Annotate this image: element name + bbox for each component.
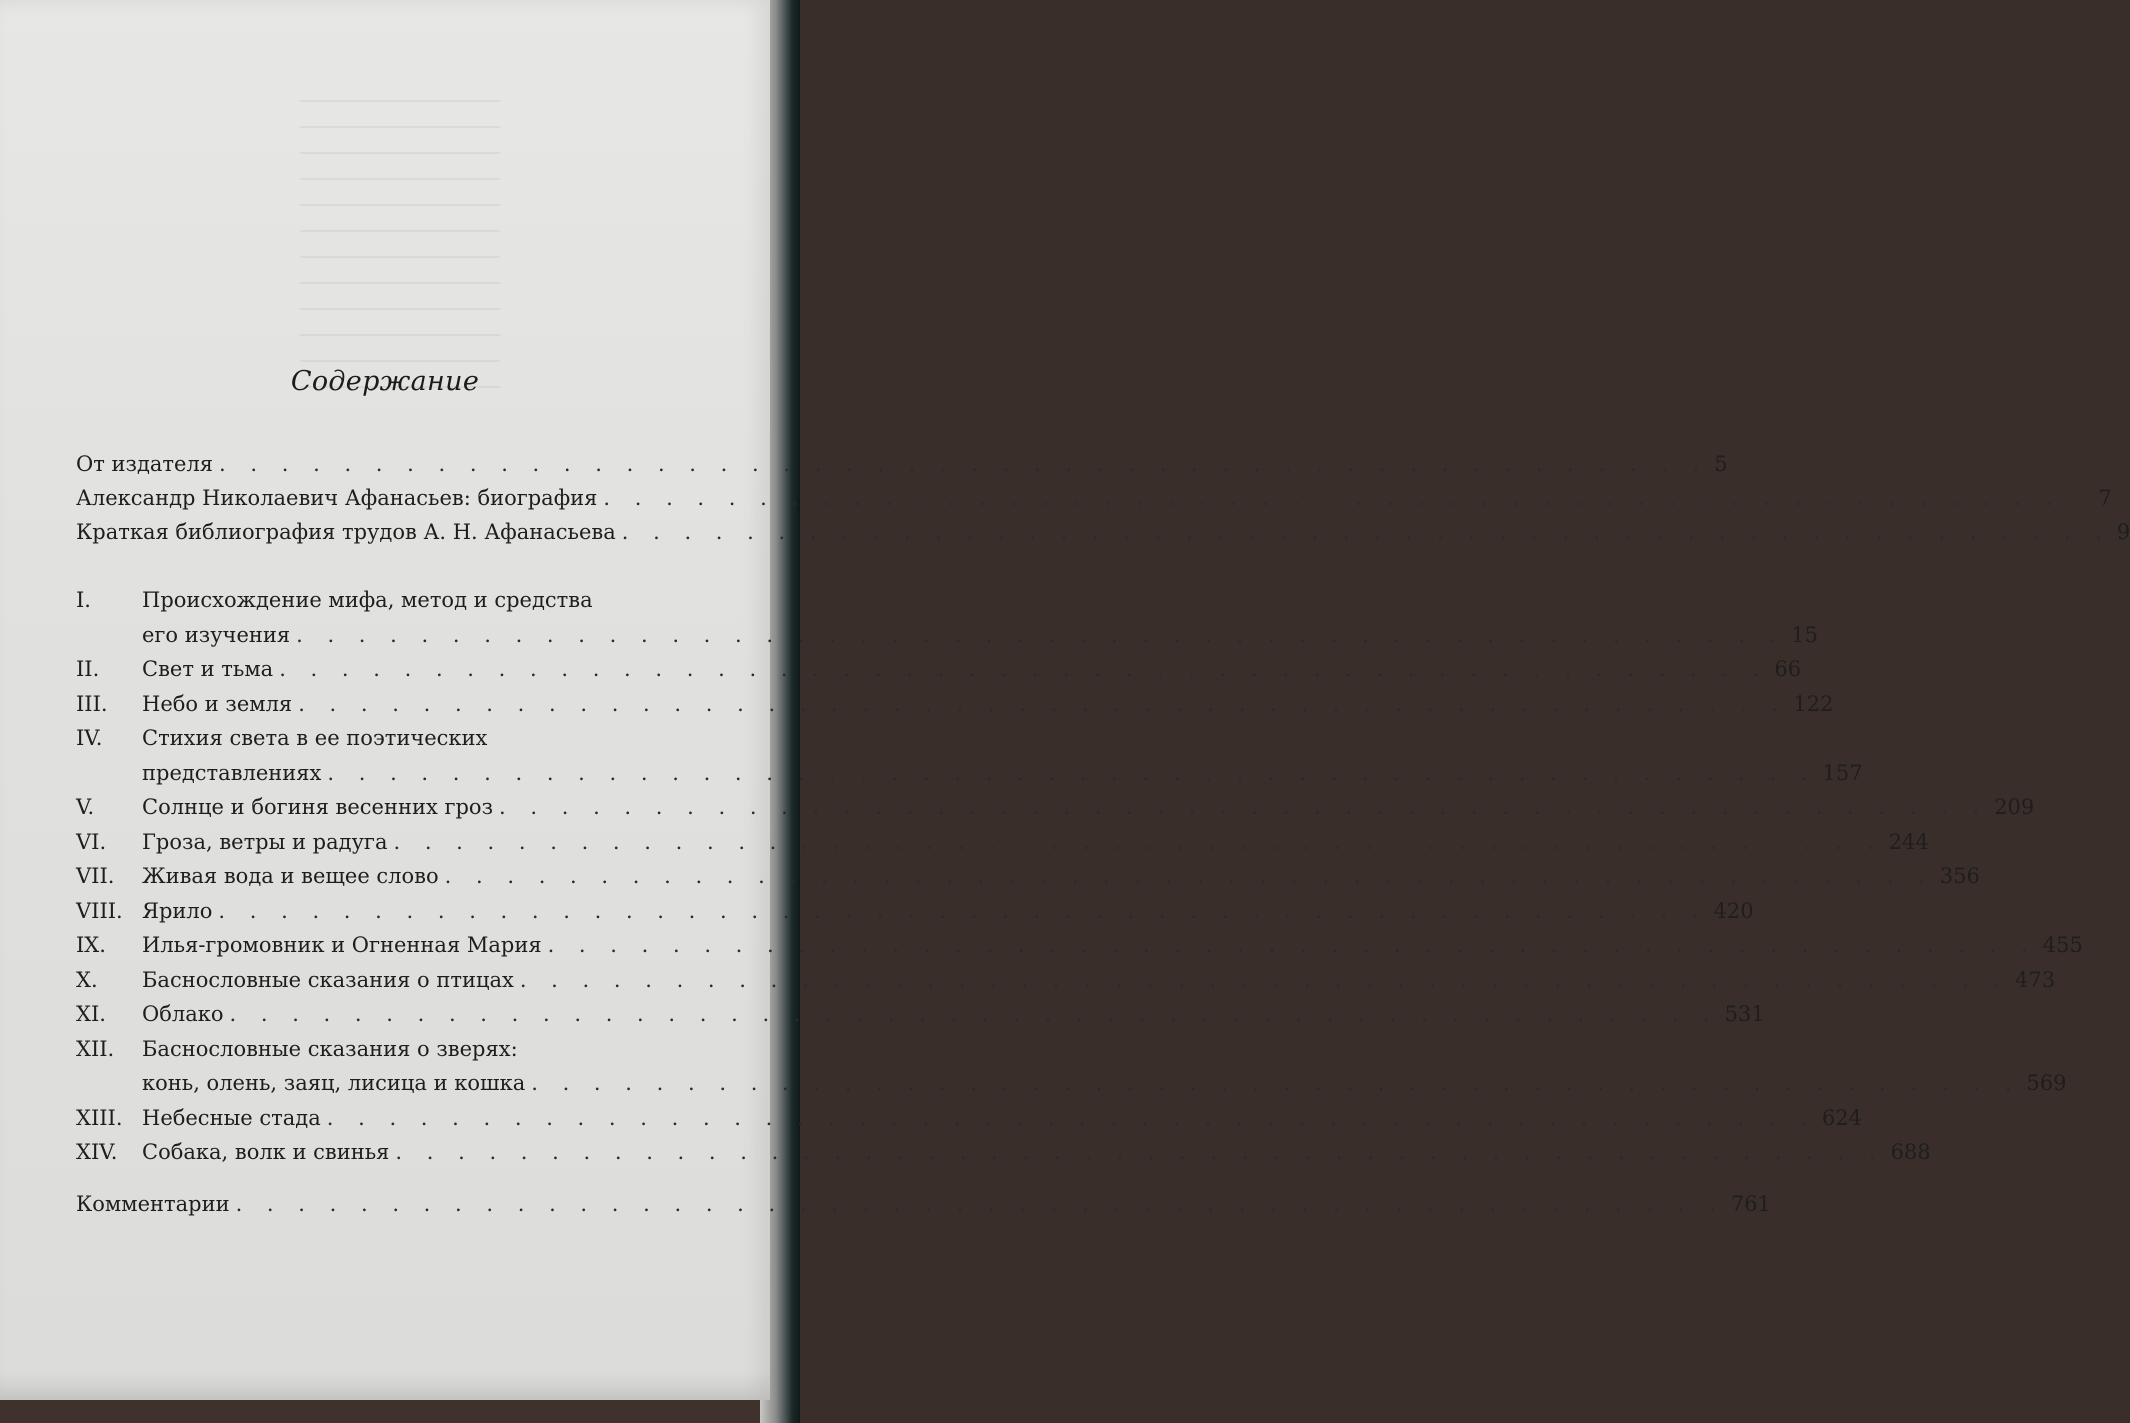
chapter-number: XII. [76,1036,115,1061]
toc-entry-label: Гроза, ветры и радуга [142,829,388,854]
chapter-entry [142,829,1929,864]
page-shadow [0,1370,770,1400]
chapter-entry [142,864,1980,898]
toc-page-number: 624 [1821,1105,1862,1130]
chapter-entry [142,1071,2067,1105]
back-matter-entry [76,1192,1771,1226]
chapter-entry [142,1140,1931,1174]
chapter-number: XI. [76,1002,106,1026]
front-matter-entry [76,452,1728,486]
toc-page-number: 531 [1724,1002,1765,1026]
dot-leader: . . . . . . . . . . . . . . . . . . . . . . . . . . . . . . . . . . . . . . . . . . . . . . . . [298,691,1788,716]
toc-page-number: 15 [1791,622,1818,647]
toc-entry-first-line: Баснословные сказания о зверях: [142,1036,518,1061]
chapter-entry [142,967,2056,1002]
toc-page-number: 66 [1774,657,1802,681]
toc-page-number: 455 [2042,933,2083,957]
front-matter-entry [76,520,2130,554]
chapter-number: IX. [76,933,106,957]
toc-page-number: 122 [1793,691,1834,716]
toc-entry-label: Александр Николаевич Афанасьев: биография [76,486,598,510]
toc-page-number: 420 [1713,898,1754,923]
dot-leader: . . . . . . . . . . . . . . . . . . . . . . . . . . . . . . . . . . . . . . . . . . . . . . . . [327,760,1817,785]
dot-leader: . . . . . . . . . . . . . . . . . . . . . . . . . . . . . . . . . . . . . . . . . . . . . . . . [219,452,1709,476]
dot-leader: . . . . . . . . . . . . . . . . . . . . . . . . . . . . . . . . . . . . . . . . . . . . . . . . [547,933,2037,957]
chapter-entry [142,691,1834,726]
toc-entry-label: Баснословные сказания о птицах [142,967,514,992]
chapter-number: III. [76,691,108,716]
toc-entry-label: Живая вода и вещее слово [142,864,439,888]
toc-entry-label: Комментарии [76,1192,230,1216]
chapter-entry [142,795,2035,829]
toc-entry-label: Собака, волк и свинья [142,1140,390,1164]
dot-leader: . . . . . . . . . . . . . . . . . . . . . . . . . . . . . . . . . . . . . . . . . . . . . . . . [296,622,1786,647]
dot-leader: . . . . . . . . . . . . . . . . . . . . . . . . . . . . . . . . . . . . . . . . . . . . . . . . [499,795,1989,819]
toc-entry-label: его изучения [142,622,291,647]
dot-leader: . . . . . . . . . . . . . . . . . . . . . . . . . . . . . . . . . . . . . . . . . . . . . . . . [393,829,1883,854]
chapter-number: X. [76,967,98,992]
chapter-number: VIII. [76,898,123,923]
toc-page-number: 209 [1994,795,2035,819]
chapter-entry [142,933,2083,967]
dot-leader: . . . . . . . . . . . . . . . . . . . . . . . . . . . . . . . . . . . . . . . . . . . . . . . . [395,1140,1885,1164]
toc-entry-label: Илья-громовник и Огненная Мария [142,933,542,957]
dot-leader: . . . . . . . . . . . . . . . . . . . . . . . . . . . . . . . . . . . . . . . . . . . . . . . . [603,486,2093,510]
toc-entry-label: представлениях [142,760,322,785]
toc-entry-first-line: Стихия света в ее поэтических [142,726,488,750]
toc-page-number: 9 [2116,520,2130,544]
chapter-number: IV. [76,726,103,750]
toc-page-number: 473 [2014,967,2056,992]
toc-entry-label: Ярило [142,898,213,923]
toc-entry-label: Облако [142,1002,224,1026]
chapter-number: XIII. [76,1105,123,1130]
dot-leader: . . . . . . . . . . . . . . . . . . . . . . . . . . . . . . . . . . . . . . . . . . . . . . . . [218,898,1708,923]
toc-entry-label: Краткая библиография трудов А. Н. Афанасьева [76,520,616,544]
dot-leader: . . . . . . . . . . . . . . . . . . . . . . . . . . . . . . . . . . . . . . . . . . . . . . . . [279,657,1769,681]
chapter-entry [142,622,1818,657]
toc-page-number: 761 [1730,1192,1771,1216]
chapter-entry [142,1002,1765,1036]
toc-entry-label: Солнце и богиня весенних гроз [142,795,494,819]
chapter-number: VII. [76,864,115,888]
toc-entry-label: От издателя [76,452,214,476]
dot-leader: . . . . . . . . . . . . . . . . . . . . . . . . . . . . . . . . . . . . . . . . . . . . . . . . [229,1002,1719,1026]
chapter-number: II. [76,657,100,681]
chapter-entry [142,898,1754,933]
dot-leader: . . . . . . . . . . . . . . . . . . . . . . . . . . . . . . . . . . . . . . . . . . . . . . . . [621,520,2111,544]
chapter-entry [142,760,1863,795]
toc-page-number: 157 [1822,760,1863,785]
dot-leader: . . . . . . . . . . . . . . . . . . . . . . . . . . . . . . . . . . . . . . . . . . . . . . . . [235,1192,1725,1216]
dot-leader: . . . . . . . . . . . . . . . . . . . . . . . . . . . . . . . . . . . . . . . . . . . . . . . . [519,967,2009,992]
toc-entry-label: Небо и земля [142,691,293,716]
toc-entry-first-line: Происхождение мифа, метод и средства [142,588,593,612]
front-matter-entry [76,486,2112,520]
chapter-entry [142,1105,1862,1140]
toc-page-number: 5 [1714,452,1728,476]
toc-page-number: 569 [2026,1071,2067,1095]
chapter-number: XIV. [76,1140,118,1164]
dot-leader: . . . . . . . . . . . . . . . . . . . . . . . . . . . . . . . . . . . . . . . . . . . . . . . . [444,864,1934,888]
toc-page-number: 688 [1890,1140,1931,1164]
dot-leader: . . . . . . . . . . . . . . . . . . . . . . . . . . . . . . . . . . . . . . . . . . . . . . . . [326,1105,1816,1130]
toc-page-number: 244 [1888,829,1929,854]
toc-entry-label: Небесные стада [142,1105,321,1130]
page-title: Содержание [290,366,480,397]
chapter-number: I. [76,588,91,612]
chapter-entry [142,657,1802,691]
toc-page-number: 7 [2098,486,2112,510]
chapter-number: VI. [76,829,107,854]
chapter-number: V. [76,795,95,819]
toc-entry-label: конь, олень, заяц, лисица и кошка [142,1071,526,1095]
dot-leader: . . . . . . . . . . . . . . . . . . . . . . . . . . . . . . . . . . . . . . . . . . . . . . . . [531,1071,2021,1095]
toc-page-number: 356 [1939,864,1980,888]
toc-entry-label: Свет и тьма [142,657,274,681]
